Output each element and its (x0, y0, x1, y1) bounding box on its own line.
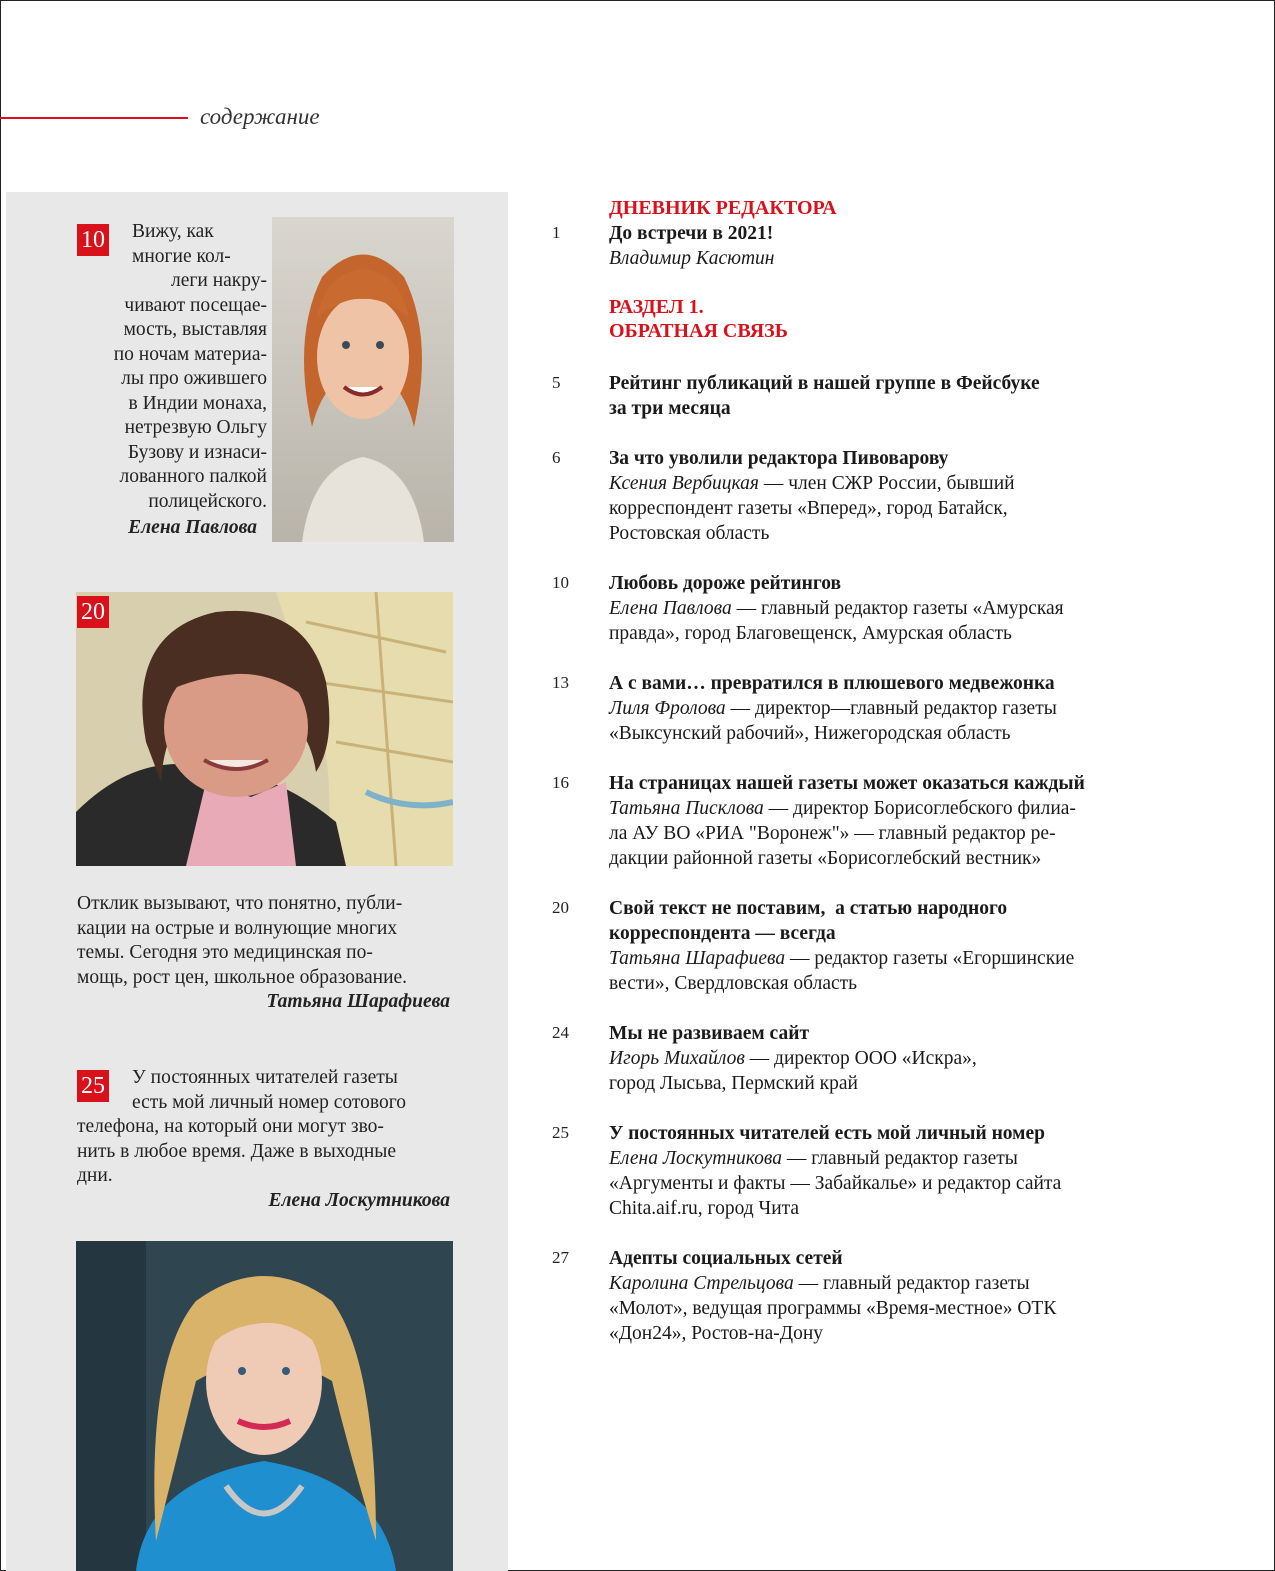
toc-entry[interactable] (552, 1246, 1152, 1346)
toc-entry-title: Адепты социальных сетей (609, 1247, 843, 1269)
toc-entry-desc: Chita.aif.ru, город Чита (609, 1197, 800, 1219)
quote-line: есть мой личный номер сотового (132, 1091, 406, 1113)
toc-entry-title: У постоянных читателей есть мой личный номер (609, 1122, 1045, 1144)
toc-entry-title: За что уволили редактора Пивоварову (609, 447, 949, 469)
toc-entry[interactable] (552, 671, 1152, 746)
toc-entry-title: До встречи в 2021! (609, 222, 774, 244)
toc-entry-desc: дакции районной газеты «Борисоглебский вестник» (609, 847, 1042, 869)
quote-line: У постоянных читателей газеты (132, 1067, 398, 1088)
quote-line: мость, выставляя (123, 319, 267, 340)
toc-entry-desc: — директор Борисоглебского филиа- (763, 797, 1076, 819)
portrait-photo (76, 1241, 453, 1571)
toc-page-number: 6 (552, 447, 561, 467)
quote-line: в Индии монаха, (128, 392, 267, 414)
toc-entry-author: Каролина Стрельцова (609, 1272, 794, 1294)
toc-entry-author: Владимир Касютин (609, 247, 775, 269)
quote-line: многие кол- (132, 245, 231, 267)
section-title: содержание (200, 104, 320, 129)
quote-line: нетрезвую Ольгу (124, 417, 267, 438)
toc-page-number: 24 (552, 1022, 569, 1042)
toc-entry-desc: «Молот», ведущая программы «Время-местное» ОТК (609, 1297, 1057, 1319)
quote-badge: 10 (77, 224, 109, 256)
quote-text (77, 892, 457, 990)
toc-entry-desc: — главный редактор газеты (781, 1147, 1018, 1169)
toc-entry[interactable] (552, 1021, 1152, 1096)
toc-entry[interactable] (552, 371, 1152, 421)
quote-line: полицейского. (148, 490, 267, 512)
toc-entry[interactable] (552, 446, 1152, 546)
toc-page-number: 13 (552, 672, 569, 692)
toc-entry-desc: ла АУ ВО «РИА "Воронеж"» — главный редактор ре- (609, 822, 1056, 844)
toc-entry-desc: «Дон24», Ростов-на-Дону (609, 1322, 824, 1344)
quote-line: мощь, рост цен, школьное образование. (77, 966, 408, 988)
toc-entry-desc: — редактор газеты «Егоршинские (785, 947, 1075, 969)
toc-entry-desc: — директор ООО «Искра», (744, 1047, 977, 1069)
toc-entry-title: за три месяца (609, 397, 731, 419)
toc-entry[interactable] (552, 771, 1152, 871)
toc-entry-author: Татьяна Писклова (609, 797, 764, 819)
quote-line: Отклик вызывают, что понятно, публи- (77, 893, 403, 914)
toc-page-number: 10 (552, 572, 569, 592)
quote-line: дни. (77, 1165, 113, 1186)
toc-entry-author: Игорь Михайлов (609, 1047, 745, 1069)
toc-entry-desc: — главный редактор газеты (793, 1272, 1030, 1294)
quote-line: нить в любое время. Даже в выходные (77, 1140, 397, 1162)
quote-line: Бузову и изнаси- (127, 441, 267, 463)
toc-entry[interactable] (552, 896, 1152, 996)
toc-entry-title: Рейтинг публикаций в нашей группе в Фейсбуке (609, 372, 1040, 394)
quote-line: Вижу, как (132, 221, 214, 242)
toc-entry-title: корреспондента — всегда (609, 922, 836, 944)
toc-entry-title: А с вами… превратился в плюшевого медвежонка (609, 672, 1055, 694)
toc-entry-desc: «Аргументы и факты — Забайкалье» и редактор сайта (609, 1172, 1062, 1194)
quote-line: чивают посещае- (124, 294, 267, 316)
toc-entry-title: Свой текст не поставим, а статью народного (609, 897, 1008, 919)
toc-entry[interactable] (552, 221, 1152, 271)
toc-page-number: 27 (552, 1247, 569, 1267)
quote-line: темы. Сегодня это медицинская по- (77, 942, 373, 963)
toc-page-number: 25 (552, 1122, 569, 1142)
quote-author: Татьяна Шарафиева (266, 991, 450, 1012)
toc-entry-desc: Ростовская область (609, 522, 770, 544)
toc-entry-desc: вести», Свердловская область (609, 972, 858, 994)
toc-page-number: 16 (552, 772, 569, 792)
toc-page-number: 1 (552, 222, 561, 242)
toc-entry-desc: — директор—главный редактор газеты (725, 697, 1057, 719)
toc-entry-author: Лиля Фролова (609, 697, 726, 719)
quote-text (77, 1066, 457, 1189)
toc-heading: ДНЕВНИК РЕДАКТОРА (609, 197, 837, 219)
toc-entry-author: Елена Лоскутникова (609, 1147, 782, 1169)
quote-author: Елена Лоскутникова (268, 1190, 450, 1211)
toc-entry-author: Елена Павлова (609, 597, 732, 619)
toc-entry-desc: — член СЖР России, бывший (758, 472, 1015, 494)
quote-line: лованного палкой (119, 466, 267, 487)
quote-line: по ночам материа- (113, 343, 267, 365)
toc-entry-desc: город Лысьва, Пермский край (609, 1072, 858, 1094)
quote-text (77, 220, 267, 514)
portrait-photo (272, 217, 454, 542)
quote-badge: 20 (77, 596, 109, 628)
header-red-rule (0, 117, 188, 119)
toc-heading: ОБРАТНАЯ СВЯЗЬ (609, 320, 788, 342)
quote-line: леги накру- (171, 270, 267, 291)
toc-entry-author: Татьяна Шарафиева (609, 947, 786, 969)
quote-badge: 25 (77, 1070, 109, 1102)
toc-entry-title: На страницах нашей газеты может оказаться каждый (609, 772, 1085, 794)
toc-entry-desc: «Выксунский рабочий», Нижегородская область (609, 722, 1011, 744)
toc-entry-title: Мы не развиваем сайт (609, 1022, 810, 1044)
toc-page-number: 20 (552, 897, 569, 917)
toc-entry-desc: корреспондент газеты «Вперед», город Батайск, (609, 497, 1008, 519)
quote-line: кации на острые и волнующие многих (77, 917, 398, 939)
toc-entry-desc: — главный редактор газеты «Амурская (731, 597, 1064, 619)
table-of-contents (552, 196, 1152, 1346)
quote-line: лы про ожившего (121, 368, 267, 389)
quote-line: телефона, на который они могут зво- (77, 1116, 384, 1137)
toc-entry-desc: правда», город Благовещенск, Амурская область (609, 622, 1012, 644)
quote-author: Елена Павлова (128, 517, 257, 538)
portrait-photo (76, 592, 453, 866)
toc-entry[interactable] (552, 571, 1152, 646)
toc-page-number: 5 (552, 372, 561, 392)
toc-heading: РАЗДЕЛ 1. (609, 295, 704, 318)
toc-entry-author: Ксения Вербицкая (609, 472, 759, 494)
toc-entry-title: Любовь дороже рейтингов (609, 572, 841, 594)
toc-entry[interactable] (552, 1121, 1152, 1221)
